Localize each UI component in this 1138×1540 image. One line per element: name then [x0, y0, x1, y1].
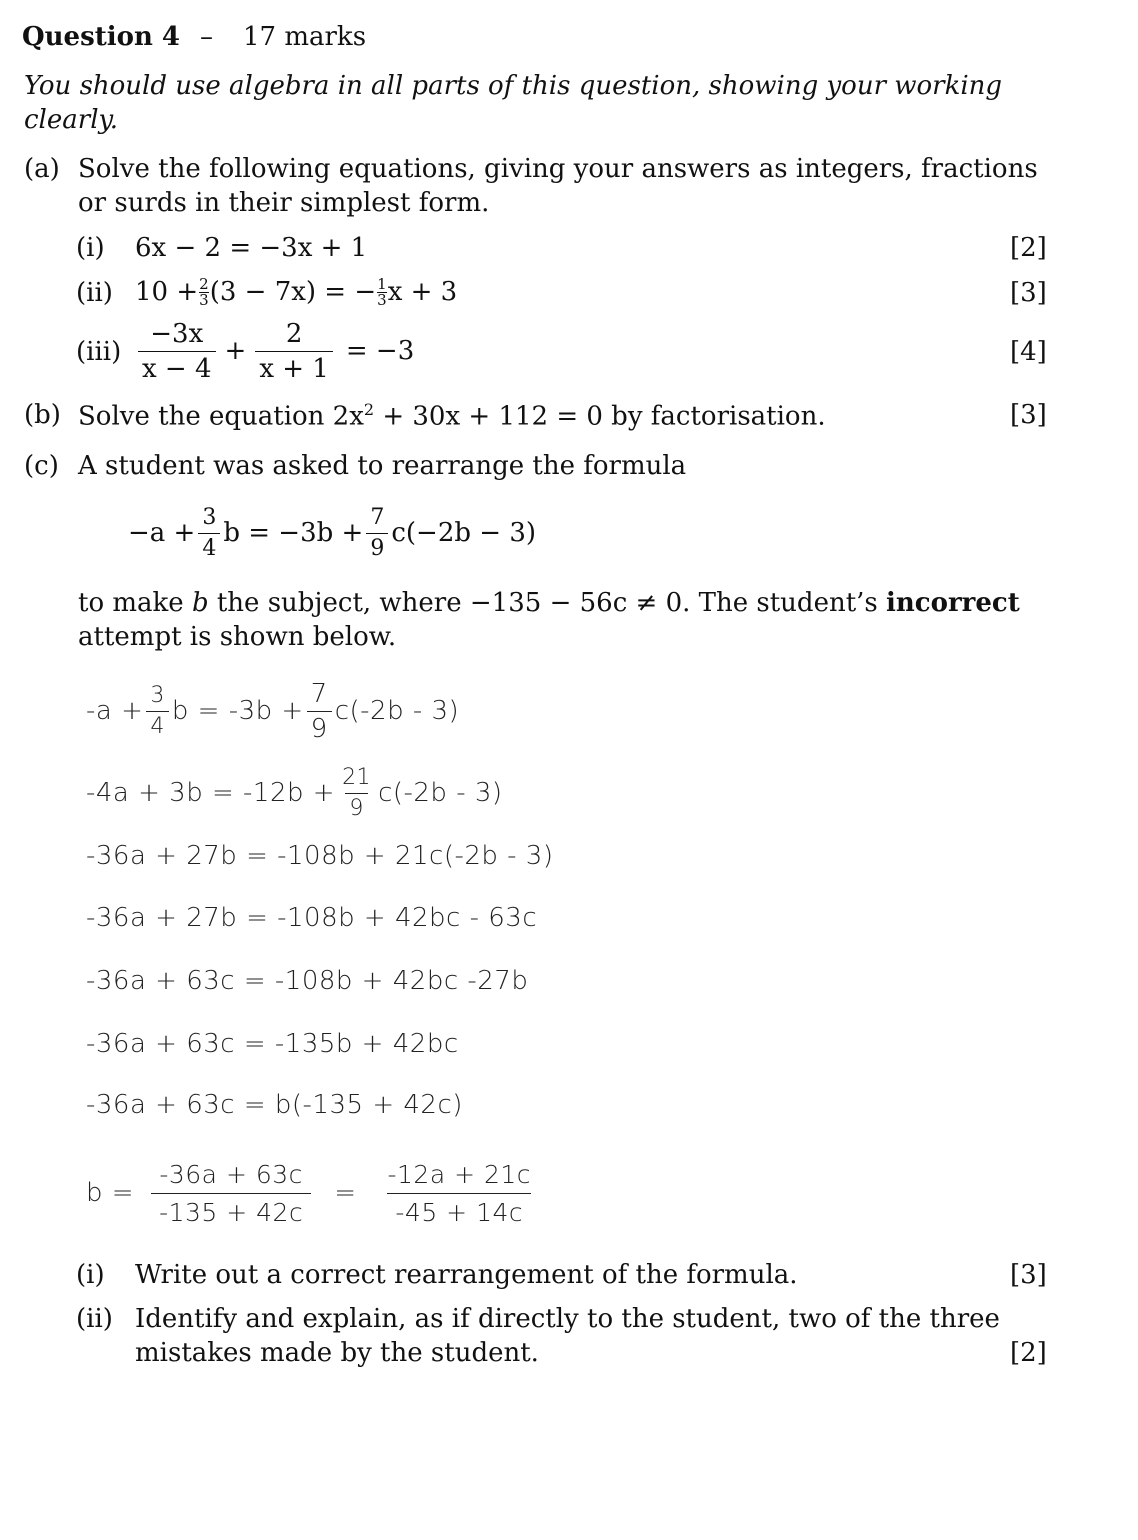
- working-line-1: [86, 676, 459, 746]
- part-c-ii-line1: Identify and explain, as if directly to the student, two of the three: [135, 1304, 1000, 1334]
- part-b-label: (b): [24, 400, 61, 430]
- working-l2-fraction: [338, 764, 375, 821]
- working-l1-f2-denominator: 9: [307, 711, 332, 742]
- part-a-iii-fraction-1: [138, 318, 216, 384]
- part-a-ii-f2-denominator: 3: [377, 290, 387, 309]
- part-a-iii-equation: [135, 318, 414, 384]
- part-a-iii-f2-denominator: x + 1: [255, 351, 333, 382]
- part-a-iii-f1-numerator: −3x: [150, 318, 204, 349]
- part-b-pre: Solve the equation 2x: [78, 401, 364, 432]
- part-a-ii-post: x + 3: [387, 277, 458, 307]
- working-line-6: -36a + 63c = -135b + 42bc: [86, 1029, 459, 1059]
- part-a-ii-label: (ii): [76, 278, 113, 308]
- part-c-formula-mid: b = −3b +: [223, 518, 364, 548]
- working-l1-fraction-1: [146, 682, 169, 739]
- working-l8-pre: b =: [86, 1178, 135, 1208]
- part-c-label: (c): [24, 451, 59, 481]
- header-dash: –: [200, 22, 213, 52]
- part-c-formula-post: c(−2b − 3): [391, 518, 537, 548]
- part-c-ii-line2: mistakes made by the student.: [135, 1338, 539, 1368]
- part-a-ii-f2-numerator: 1: [377, 274, 387, 293]
- part-a-ii-pre: 10 +: [135, 277, 199, 307]
- part-a-iii-mark: [4]: [1010, 337, 1047, 367]
- part-c-formula-f1-denominator: 4: [198, 533, 220, 560]
- working-line-5: -36a + 63c = -108b + 42bc -27b: [86, 966, 529, 996]
- working-l1-pre: -a +: [86, 696, 144, 726]
- part-c-after-pre: to make: [78, 588, 192, 618]
- working-l2-pre: -4a + 3b = -12b +: [86, 778, 336, 808]
- part-c-i-mark: [3]: [1010, 1260, 1047, 1290]
- part-c-after-mid: the subject, where −135 − 56c ≠ 0. The student’s: [208, 588, 887, 618]
- working-l1-f1-numerator: 3: [150, 682, 165, 708]
- part-a-iii-label: (iii): [76, 337, 122, 367]
- working-l8-f2-denominator: -45 + 14c: [387, 1193, 531, 1225]
- working-l1-fraction-2: [307, 678, 332, 744]
- part-c-formula-f1-numerator: 3: [202, 504, 217, 530]
- working-line-2: [86, 758, 503, 828]
- working-line-4: -36a + 27b = -108b + 42bc - 63c: [86, 903, 538, 933]
- part-c-after-line2: attempt is shown below.: [78, 622, 397, 652]
- working-l8-equals: =: [334, 1178, 357, 1208]
- total-marks: 17 marks: [243, 22, 367, 52]
- part-c-ii-mark: [2]: [1010, 1338, 1047, 1368]
- part-b-exponent: 2: [363, 400, 375, 419]
- working-l1-mid: b = -3b +: [171, 696, 304, 726]
- instructions-line2: clearly.: [24, 105, 119, 135]
- part-a-line2: or surds in their simplest form.: [78, 188, 490, 218]
- part-c-formula-fraction-2: [366, 504, 388, 561]
- working-line-7: -36a + 63c = b(-135 + 42c): [86, 1090, 463, 1120]
- part-c-formula: [128, 500, 536, 566]
- part-a-ii-mid: (3 − 7x) = −: [209, 277, 377, 307]
- part-a-ii-mark: [3]: [1010, 278, 1047, 308]
- working-l8-f2-numerator: -12a + 21c: [387, 1159, 532, 1189]
- part-b-post: + 30x + 112 = 0 by factorisation.: [374, 401, 826, 432]
- question-title: Question 4: [22, 22, 181, 52]
- part-a-ii-equation: [135, 270, 457, 314]
- part-a-line1: Solve the following equations, giving your answers as integers, fractions: [78, 154, 1038, 184]
- working-l1-f2-numerator: 7: [310, 678, 328, 709]
- part-a-ii-f1-denominator: 3: [199, 290, 209, 309]
- working-line-8: [86, 1155, 542, 1231]
- working-l8-fraction-1: [151, 1159, 311, 1227]
- part-c-formula-f2-denominator: 9: [366, 533, 388, 560]
- part-b-mark: [3]: [1010, 400, 1047, 430]
- working-l2-numerator: 21: [342, 764, 372, 790]
- working-l8-f1-numerator: -36a + 63c: [159, 1159, 303, 1189]
- part-c-i-text: Write out a correct rearrangement of the formula.: [135, 1260, 798, 1290]
- working-l1-f1-denominator: 4: [146, 711, 169, 738]
- part-a-iii-f1-denominator: x − 4: [138, 351, 216, 382]
- part-c-formula-f2-numerator: 7: [370, 504, 385, 530]
- part-a-label: (a): [24, 154, 60, 184]
- part-c-after-line1: [78, 590, 1020, 616]
- part-a-iii-fraction-2: [255, 318, 333, 384]
- working-l2-denominator: 9: [345, 793, 368, 820]
- part-a-iii-f2-numerator: 2: [285, 318, 303, 349]
- part-a-iii-rhs: = −3: [345, 336, 415, 366]
- working-l8-fraction-2: [380, 1159, 540, 1227]
- part-c-formula-fraction-1: [198, 504, 220, 561]
- part-a-ii-fraction-1: [199, 274, 209, 309]
- working-l1-post: c(-2b - 3): [334, 696, 460, 726]
- working-l8-f1-denominator: -135 + 42c: [151, 1193, 311, 1225]
- part-c-i-label: (i): [76, 1260, 105, 1290]
- part-a-i-label: (i): [76, 233, 105, 263]
- part-a-ii-f1-numerator: 2: [199, 274, 209, 293]
- part-a-ii-fraction-2: [377, 274, 387, 309]
- part-c-after-bold: incorrect: [886, 588, 1020, 618]
- part-c-intro: A student was asked to rearrange the formula: [78, 451, 687, 481]
- working-line-3: -36a + 27b = -108b + 21c(-2b - 3): [86, 841, 554, 871]
- part-c-after-variable: b: [191, 588, 209, 618]
- part-a-i-equation: 6x − 2 = −3x + 1: [135, 233, 368, 263]
- working-l2-post: c(-2b - 3): [378, 778, 503, 808]
- part-a-i-mark: [2]: [1010, 233, 1047, 263]
- part-c-ii-label: (ii): [76, 1304, 113, 1334]
- part-a-iii-plus: +: [224, 336, 247, 366]
- part-b-text: [78, 402, 826, 430]
- instructions-line1: You should use algebra in all parts of this question, showing your working: [24, 71, 1003, 101]
- part-c-formula-pre: −a +: [128, 518, 196, 548]
